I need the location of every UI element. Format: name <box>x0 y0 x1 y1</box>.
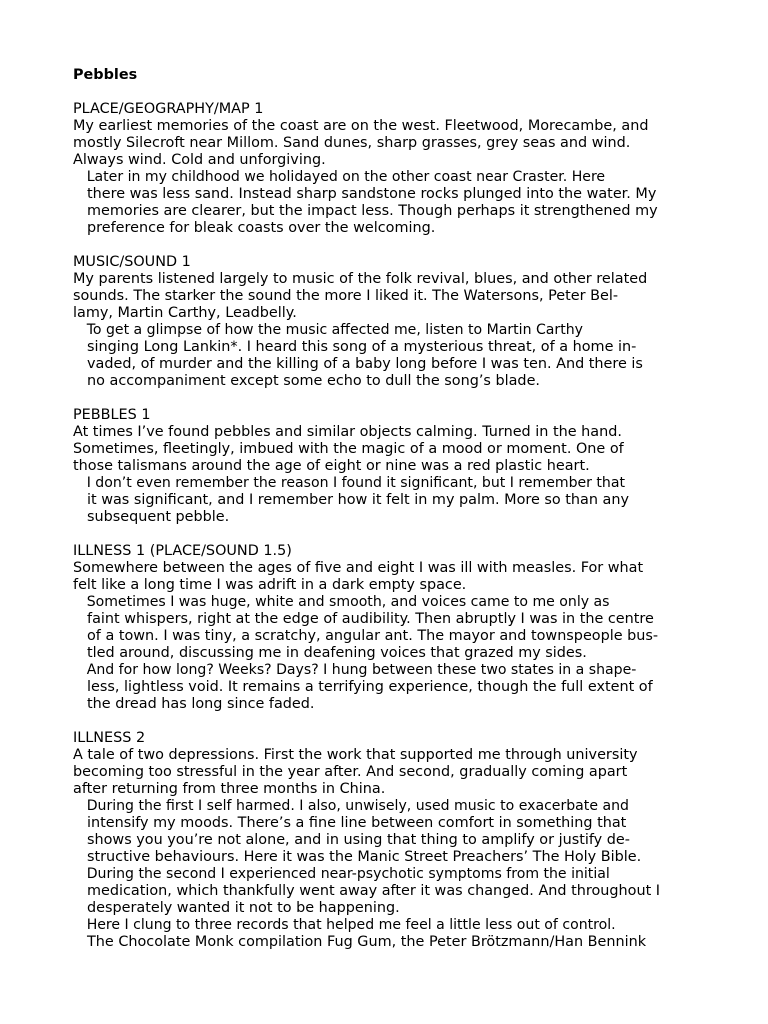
paragraph <box>73 662 703 713</box>
text-line: At times I’ve found pebbles and similar objects calming. Turned in the hand. <box>73 424 622 440</box>
text-line: of a town. I was tiny, a scratchy, angular ant. The mayor and townspeople bus- <box>87 628 659 644</box>
paragraph <box>73 424 703 475</box>
section-heading: PEBBLES 1 <box>73 407 151 423</box>
text-line: mostly Silecroft near Millom. Sand dunes, sharp grasses, grey seas and wind. <box>73 135 631 151</box>
text-line: lamy, Martin Carthy, Leadbelly. <box>73 305 297 321</box>
paragraph <box>73 798 703 866</box>
paragraph <box>73 475 703 526</box>
document-section <box>73 254 703 390</box>
text-line: less, lightless void. It remains a terrifying experience, though the full extent of <box>87 679 653 695</box>
text-line: Somewhere between the ages of five and eight I was ill with measles. For what <box>73 560 644 576</box>
text-line: To get a glimpse of how the music affected me, listen to Martin Carthy <box>86 322 583 338</box>
text-line: those talismans around the age of eight or nine was a red plastic heart. <box>73 458 590 474</box>
section-heading: PLACE/GEOGRAPHY/MAP 1 <box>73 101 264 117</box>
text-line: desperately wanted it not to be happening. <box>87 900 400 916</box>
text-line: subsequent pebble. <box>87 509 230 525</box>
section-heading: ILLNESS 2 <box>73 730 146 746</box>
text-line: intensify my moods. There’s a fine line between comfort in something that <box>87 815 627 831</box>
document-section <box>73 730 703 951</box>
paragraph <box>73 866 703 917</box>
text-line: During the second I experienced near-psychotic symptoms from the initial <box>86 866 610 882</box>
document-title: Pebbles <box>73 67 138 83</box>
text-line: Sometimes I was huge, white and smooth, and voices came to me only as <box>86 594 610 610</box>
text-line: I don’t even remember the reason I found it significant, but I remember that <box>86 475 625 491</box>
section-heading: MUSIC/SOUND 1 <box>73 254 191 270</box>
text-line: becoming too stressful in the year after. And second, gradually coming apart <box>73 764 628 780</box>
text-line: after returning from three months in China. <box>73 781 386 797</box>
paragraph <box>73 322 703 390</box>
text-line: Always wind. Cold and unforgiving. <box>73 152 326 168</box>
text-line: medication, which thankfully went away after it was changed. And throughout I <box>87 883 661 899</box>
text-line: the dread has long since faded. <box>87 696 315 712</box>
text-line: it was significant, and I remember how it felt in my palm. More so than any <box>87 492 630 508</box>
text-line: shows you you’re not alone, and in using that thing to amplify or justify de- <box>87 832 630 848</box>
text-line: My parents listened largely to music of the folk revival, blues, and other related <box>73 271 648 287</box>
text-line: no accompaniment except some echo to dull the song’s blade. <box>87 373 540 389</box>
paragraph <box>73 169 703 237</box>
text-line: preference for bleak coasts over the welcoming. <box>87 220 436 236</box>
text-line: tled around, discussing me in deafening voices that grazed my sides. <box>87 645 587 661</box>
text-line: And for how long? Weeks? Days? I hung between these two states in a shape- <box>86 662 637 678</box>
paragraph <box>73 560 703 594</box>
text-line: The Chocolate Monk compilation Fug Gum, the Peter Brötzmann/Han Bennink <box>87 934 647 950</box>
document-section <box>73 101 703 237</box>
section-heading: ILLNESS 1 (PLACE/SOUND 1.5) <box>73 543 292 559</box>
paragraph <box>73 271 703 322</box>
paragraph <box>73 594 703 662</box>
text-line: A tale of two depressions. First the work that supported me through university <box>73 747 638 763</box>
text-line: sounds. The starker the sound the more I liked it. The Watersons, Peter Bel- <box>73 288 619 304</box>
text-line: Later in my childhood we holidayed on the other coast near Craster. Here <box>86 169 606 185</box>
paragraph <box>73 917 703 951</box>
paragraph <box>73 118 703 169</box>
document-section <box>73 407 703 526</box>
text-line: there was less sand. Instead sharp sandstone rocks plunged into the water. My <box>87 186 657 202</box>
text-line: My earliest memories of the coast are on the west. Fleetwood, Morecambe, and <box>73 118 649 134</box>
text-line: structive behaviours. Here it was the Manic Street Preachers’ The Holy Bible. <box>87 849 642 865</box>
text-line: singing Long Lankin*. I heard this song of a mysterious threat, of a home in- <box>87 339 637 355</box>
text-line: During the first I self harmed. I also, unwisely, used music to exacerbate and <box>86 798 629 814</box>
text-line: faint whispers, right at the edge of audibility. Then abruptly I was in the centre <box>87 611 654 627</box>
document-page <box>73 67 703 968</box>
text-line: memories are clearer, but the impact less. Though perhaps it strengthened my <box>87 203 658 219</box>
paragraph <box>73 747 703 798</box>
text-line: vaded, of murder and the killing of a baby long before I was ten. And there is <box>87 356 643 372</box>
text-line: Sometimes, fleetingly, imbued with the magic of a mood or moment. One of <box>73 441 624 457</box>
text-line: Here I clung to three records that helped me feel a little less out of control. <box>86 917 616 933</box>
document-section <box>73 543 703 713</box>
document-body <box>73 101 703 951</box>
text-line: felt like a long time I was adrift in a dark empty space. <box>73 577 467 593</box>
